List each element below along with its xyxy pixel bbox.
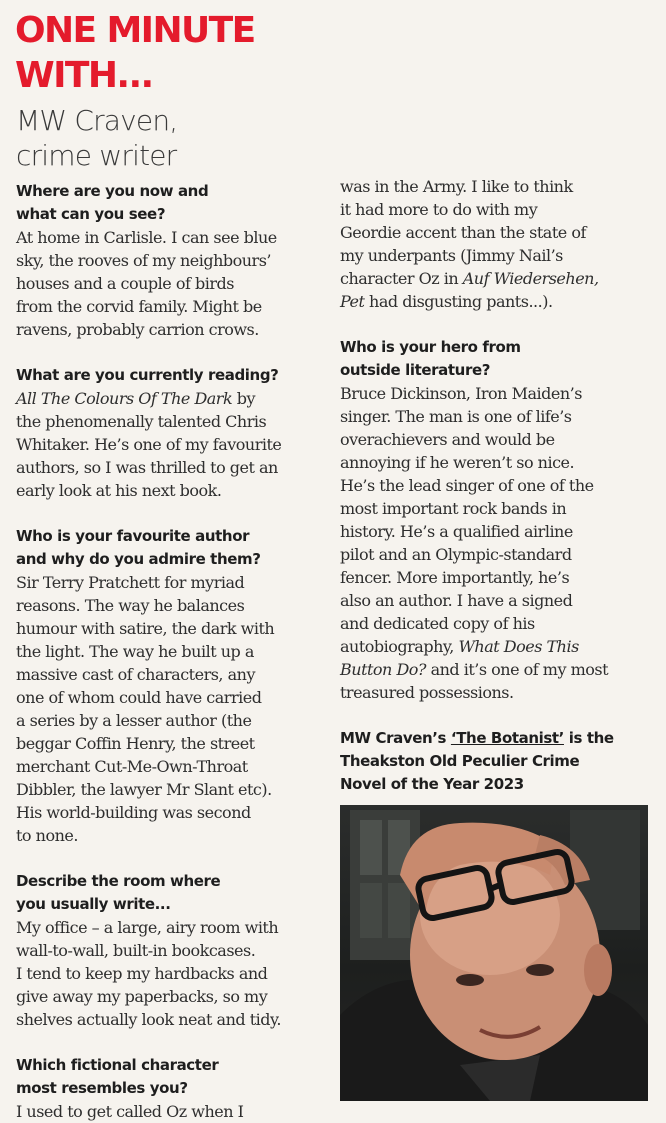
headline: [15, 8, 255, 98]
qa-block-favourite-author: [16, 525, 328, 847]
author-photo: [340, 805, 648, 1101]
qa-block-hero: [340, 336, 650, 704]
show-title: Pet: [340, 292, 365, 311]
promo-book-title: ‘The Botanist’: [450, 729, 564, 747]
book-title: Button Do?: [340, 660, 426, 679]
question: Describe the room where you usually write...: [16, 872, 221, 913]
book-promo: MW Craven’s ‘The Botanist’ is the Theakston Old Peculier Crime Novel of the Year 2023: [340, 729, 614, 793]
answer-continuation: was in the Army. I like to think it had more to do with my Geordie accent than the state of my underpants (Jimmy Nail’s character Oz in Auf Wiedersehen, Pet had disgusting pants...).: [340, 177, 599, 311]
author-portrait-illustration: [340, 805, 648, 1101]
qa-block-location: [16, 180, 328, 341]
byline: [16, 103, 177, 173]
question: What are you currently reading?: [16, 366, 279, 384]
book-title: All The Colours Of The Dark: [16, 389, 233, 408]
byline-name: MW Craven,: [16, 104, 178, 137]
answer: Sir Terry Pratchett for myriad reasons. The way he balances humour with satire, the dark with the light. The way he built up a massive cast of characters, any one of whom could have carried a series by a lesser author (the beggar Coffin Henry, the street merchant Cut-Me-Own-Throat Dibbler, the lawyer Mr Slant etc). His world-building was second to none.: [16, 573, 275, 845]
qa-block-reading: [16, 364, 328, 502]
answer: I used to get called Oz when I: [16, 1102, 244, 1121]
question: Where are you now and what can you see?: [16, 182, 209, 223]
question: Who is your hero from outside literature?: [340, 338, 521, 379]
book-title: What Does This: [458, 637, 579, 656]
right-column: [340, 175, 650, 796]
byline-role: crime writer: [16, 139, 177, 172]
answer: Bruce Dickinson, Iron Maiden’s singer. The man is one of life’s overachievers and would be annoying if he weren’t so nice. He’s the lead singer of one of the most important rock bands in history. He’s a qualified airline pilot and an Olympic-standard fencer. More importantly, he’s also an author. I have a signed and dedicated copy of his autobiography, What Does This Button Do? and it’s one of my most treasured possessions.: [340, 384, 609, 702]
answer: My office – a large, airy room with wall-to-wall, built-in bookcases. I tend to keep my hardbacks and give away my paperbacks, so my shelves actually look neat and tidy.: [16, 918, 281, 1029]
qa-block-writing-room: [16, 870, 328, 1031]
answer: All The Colours Of The Dark by the phenomenally talented Chris Whitaker. He’s one of my favourite authors, so I was thrilled to get an early look at his next book.: [16, 389, 282, 500]
qa-block-fictional-character: [16, 1054, 328, 1123]
show-title: Auf Wiedersehen,: [462, 269, 599, 288]
left-column: [16, 180, 328, 1123]
answer: At home in Carlisle. I can see blue sky, the rooves of my neighbours’ houses and a couple of birds from the corvid family. Might be ravens, probably carrion crows.: [16, 228, 277, 339]
headline-line-1: ONE MINUTE: [15, 10, 255, 51]
question: Who is your favourite author and why do you admire them?: [16, 527, 261, 568]
headline-line-2: WITH...: [15, 55, 153, 96]
question: Which fictional character most resembles you?: [16, 1056, 219, 1097]
